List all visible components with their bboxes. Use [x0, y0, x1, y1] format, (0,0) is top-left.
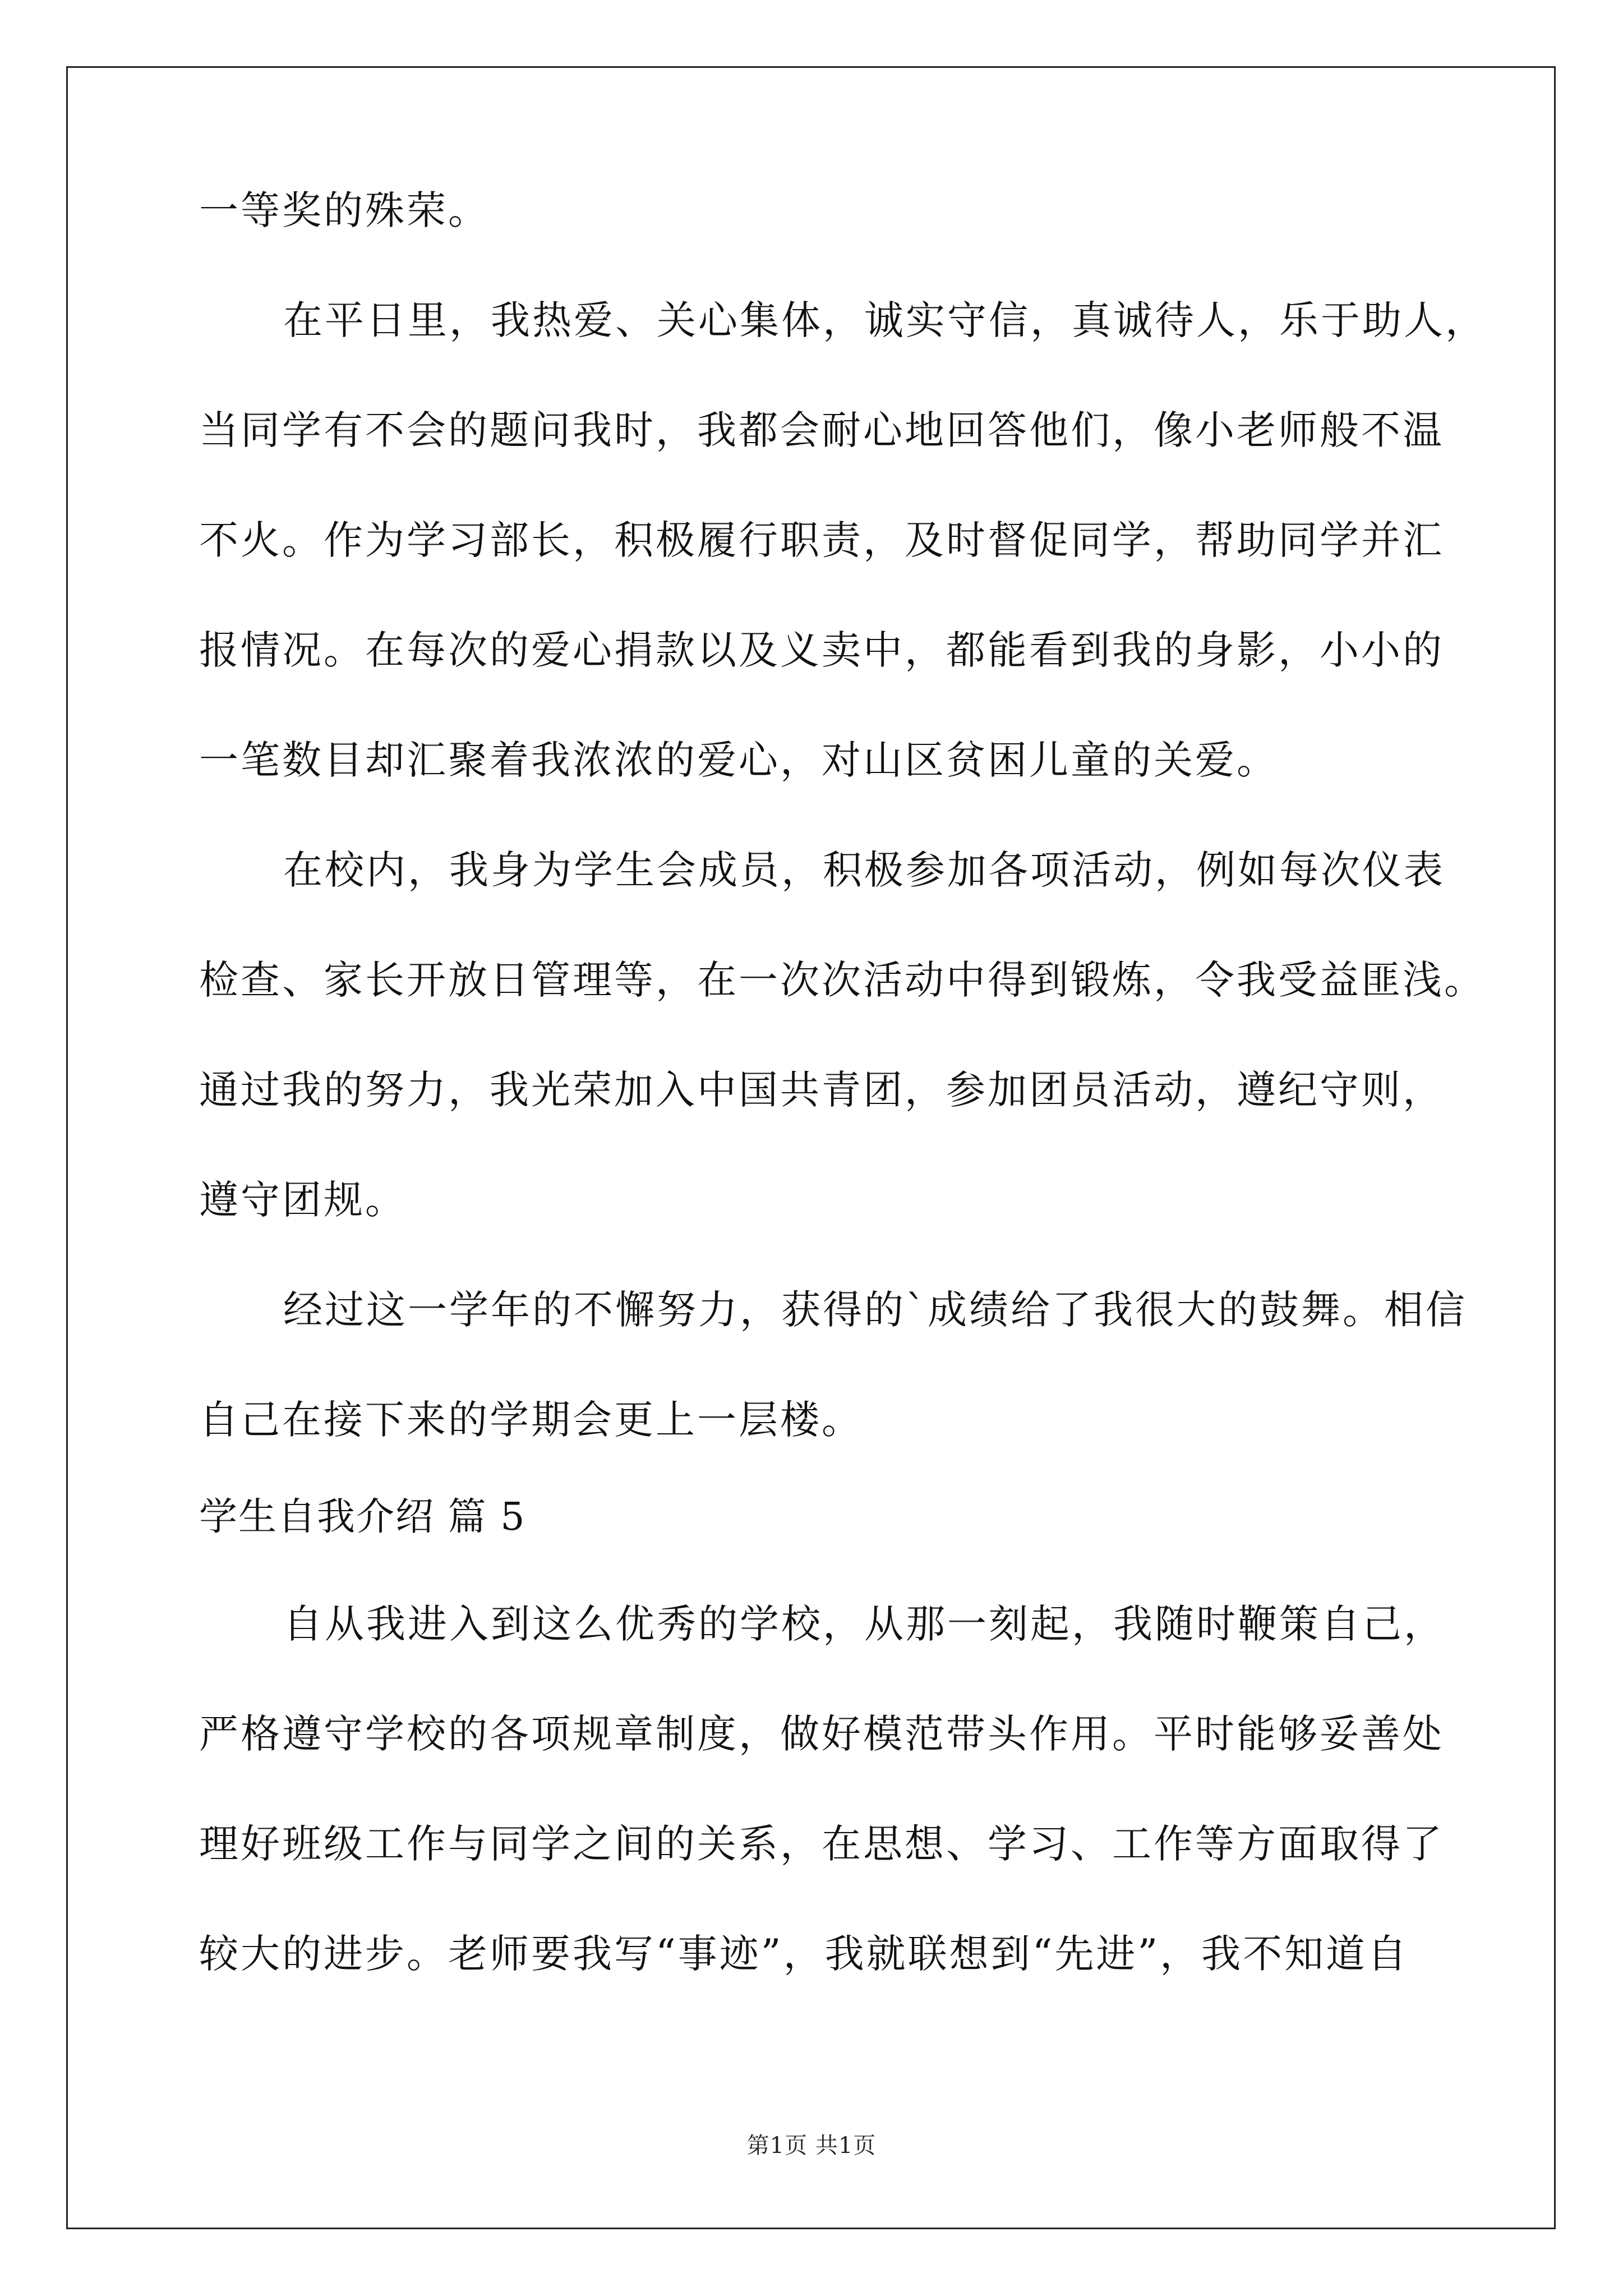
text-line: 一等奖的殊荣。 — [199, 187, 490, 233]
paragraph-start-line: 自从我进入到这么优秀的学校，从那一刻起，我随时鞭策自己， — [283, 1601, 1445, 1647]
page-border — [66, 66, 1556, 2229]
text-line: 理好班级工作与同学之间的关系，在思想、学习、工作等方面取得了 — [199, 1821, 1444, 1867]
text-line: 严格遵守学校的各项规章制度，做好模范带头作用。平时能够妥善处 — [199, 1711, 1444, 1757]
section-heading: 学生自我介绍 篇 5 — [199, 1495, 526, 1539]
text-line: 不火。作为学习部长，积极履行职责，及时督促同学，帮助同学并汇 — [199, 517, 1444, 563]
text-line: 通过我的努力，我光荣加入中国共青团，参加团员活动，遵纪守则， — [199, 1067, 1444, 1113]
text-line: 当同学有不会的题问我时，我都会耐心地回答他们，像小老师般不温 — [199, 407, 1444, 453]
text-line: 检查、家长开放日管理等，在一次次活动中得到锻炼，令我受益匪浅。 — [199, 957, 1486, 1003]
text-line: 报情况。在每次的爱心捐款以及义卖中，都能看到我的身影，小小的 — [199, 627, 1444, 673]
text-line: 遵守团规。 — [199, 1177, 407, 1223]
paragraph-start-line: 在校内，我身为学生会成员，积极参加各项活动，例如每次仪表 — [283, 847, 1445, 893]
page-footer: 第1页 共1页 — [746, 2133, 877, 2159]
text-line: 一笔数目却汇聚着我浓浓的爱心，对山区贫困儿童的关爱。 — [199, 737, 1278, 783]
text-line: 较大的进步。老师要我写“事迹”，我就联想到“先进”，我不知道自 — [199, 1931, 1409, 1977]
paragraph-start-line: 在平日里，我热爱、关心集体，诚实守信，真诚待人，乐于助人， — [283, 297, 1487, 343]
text-line: 自己在接下来的学期会更上一层楼。 — [199, 1397, 863, 1443]
paragraph-start-line: 经过这一学年的不懈努力，获得的`成绩给了我很大的鼓舞。相信 — [283, 1287, 1467, 1333]
